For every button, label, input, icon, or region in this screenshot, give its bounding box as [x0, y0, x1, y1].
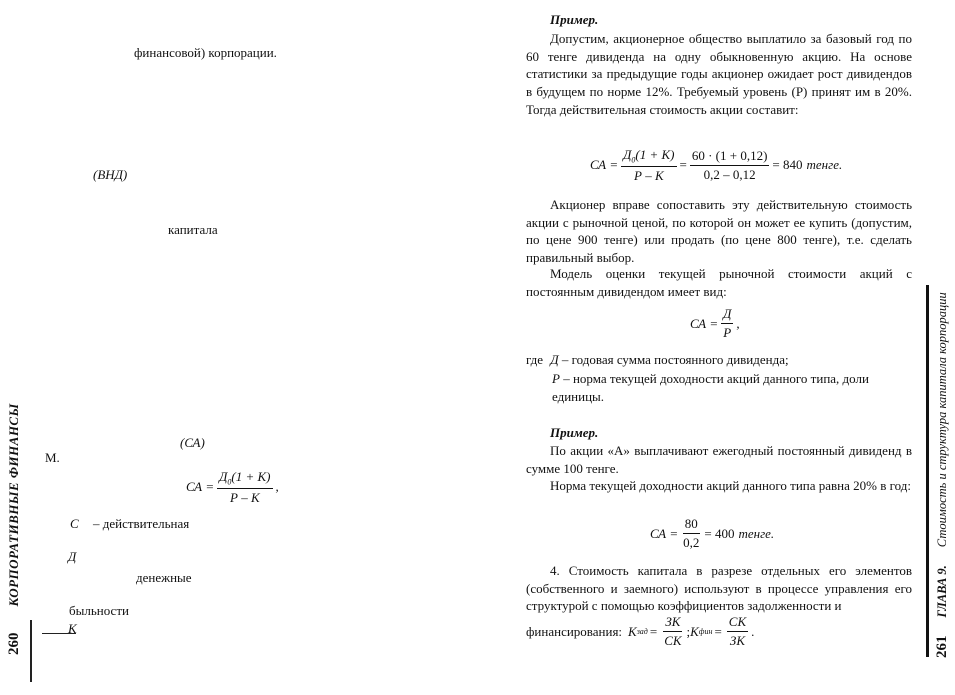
right-page-number: 261: [933, 635, 950, 658]
paragraph-capital-structure: 4. Стоимость капитала в разрезе отдельных его элементов (собственного и заемного) используют в процессе управления его структурой с помощью коэффициентов задолженности и: [526, 563, 912, 614]
financing-coefficients: финансирования: К зад = $\frac{ЗК}{СК}$ ; К фин = $\frac{СК}{ЗК}$ .: [526, 614, 755, 648]
left-running-title: КОРПОРАТИВНЫЕ ФИНАНСЫ: [6, 403, 21, 607]
fragment-m: М.: [45, 450, 60, 465]
fragment-ca: (СА): [180, 435, 205, 450]
fragment-corporation: финансовой) корпорации.: [134, 45, 277, 60]
right-margin-bar: [926, 285, 929, 657]
paragraph-model: Модель оценки текущей рыночной стоимости акций с постоянным дивидендом имеет вид:: [526, 266, 912, 299]
formula-lhs: СА =: [186, 479, 215, 495]
example2-text1: По акции «А» выплачивают ежегодный постоянный дивиденд в сумме 100 тенге.: [526, 443, 912, 476]
example2-text2: Норма текущей доходности акций данного типа равна 20% в год:: [550, 478, 911, 493]
fragment-money: денежные: [136, 570, 192, 585]
right-chapter-label: ГЛАВА 9.: [934, 565, 949, 618]
fragment-actual: – действительная: [93, 516, 190, 531]
fragment-profit: быльности: [69, 603, 129, 618]
left-margin-bar: [30, 620, 32, 682]
right-page: [520, 0, 955, 695]
fragment-irr: (ВНД): [93, 167, 128, 182]
left-running-head: [3, 385, 25, 655]
legend-d: где Д – годовая сумма постоянного дивиденда;: [526, 352, 789, 367]
left-page-number: 260: [5, 632, 22, 655]
example1-text: Допустим, акционерное общество выплатило за базовый год по 60 тенге дивиденда на одну обыкновенную акцию. На основе статистики за предыдущие годы акционер ожидает рост дивидендов в будущем по норме 12%. Требуемый уровень (Р) принят им в 20%. Тогда действительная стоимость акции составит:: [526, 31, 912, 117]
fragment-capital: капитала: [168, 222, 218, 237]
fragment-k-symbol: К: [68, 621, 77, 636]
example1-heading: Пример.: [550, 12, 599, 27]
right-running-head: [932, 258, 952, 658]
constant-dividend-formula: СА = $\frac{Д}{Р}$ ,: [690, 306, 740, 340]
paragraph-market-price: Акционер вправе сопоставить эту действительную стоимость акции с рыночной ценой, по которой он может ее купить (допустим, по цене 900 тенге) или продать (по цене 800 тенге), т.е. сделать правильный выбор.: [526, 197, 912, 266]
example1-formula: СА = $\frac{Д_0(1 + К)}{Р - К}$ = $\frac{60 \cdot (1 + 0,12)}{0,2 - 0,12}$ = 840 тенге.: [590, 147, 843, 183]
formula-fraction: $\frac{Д_0(1 + К)}{Р - К}$: [219, 469, 271, 505]
left-page: [0, 0, 470, 695]
fragment-d-symbol: Д: [68, 549, 77, 564]
example2-formula: СА = $\frac{80}{0,2}$ = 400 тенге.: [650, 516, 775, 550]
fragment-c-symbol: С: [70, 516, 79, 531]
legend-p: Р – норма текущей доходности акций данного типа, доли единицы.: [552, 371, 869, 404]
left-formula-ca: СА = $\frac{Д_0(1 + К)}{Р - К}$ ,: [186, 469, 279, 505]
example2-heading: Пример.: [550, 425, 599, 440]
right-chapter-title: Стоимость и структура капитала корпорации: [934, 292, 949, 548]
